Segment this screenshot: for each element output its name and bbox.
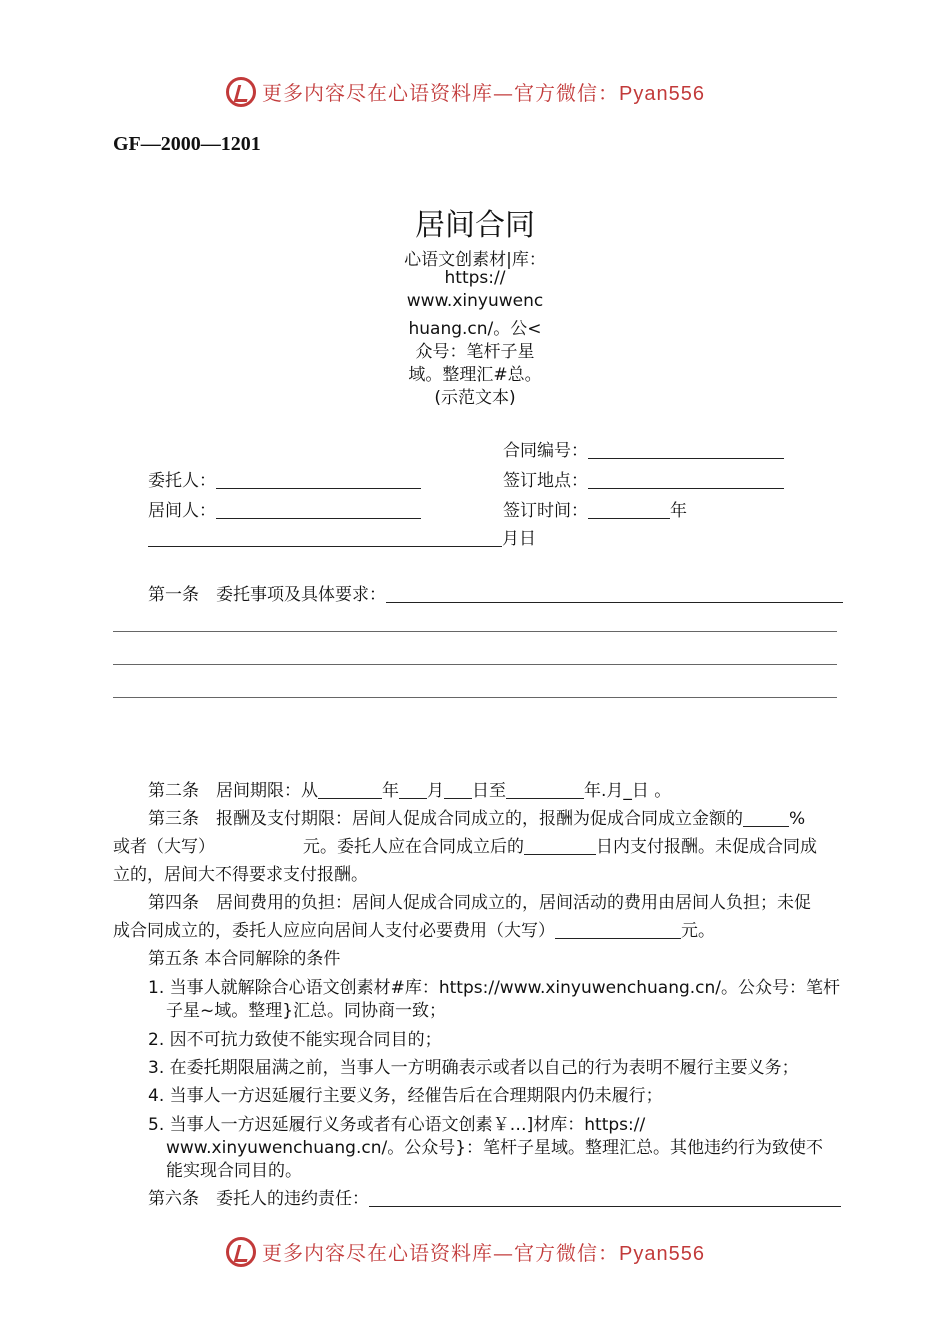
sign-time-field [503, 496, 687, 521]
article-1-blank [386, 584, 843, 603]
article-3-text: 报酬及支付期限：居间人促成合同成立的，报酬为促成合同成立金额的 [216, 809, 743, 829]
article-2-month: 月 [427, 781, 444, 801]
month-day-field [148, 524, 536, 549]
blank [524, 836, 596, 855]
subtitle-line: 域。整理汇#总。 [408, 365, 542, 385]
subtitle-line: 心语文创素材|库： [404, 250, 546, 270]
article-1-text: 委托事项及具体要求： [216, 585, 386, 605]
brand-logo-icon [226, 1237, 256, 1267]
list-item: 能实现合同目的。 [166, 1161, 302, 1181]
list-item: 1. 当事人就解除合心语文创素材#库：https://www.xinyuwenchuang.cn/。公众号：笔杆 [148, 978, 841, 998]
broker-label: 居间人： [148, 501, 216, 521]
watermark-text: 更多内容尽在心语资料库—官方微信： [262, 81, 619, 105]
blank [444, 780, 472, 799]
list-item: 子星~域。整理}汇总。同协商一致； [166, 1001, 447, 1021]
blank [555, 920, 681, 939]
article-5-title: 第五条 本合同解除的条件 [148, 949, 341, 969]
article-6 [148, 1184, 841, 1209]
article-2 [148, 776, 671, 801]
article-6-label: 第六条 [148, 1189, 199, 1209]
article-1 [148, 580, 843, 605]
article-3-text: 日内支付报酬。未促成合同成 [596, 837, 817, 857]
brand-logo-icon [226, 77, 256, 107]
article-6-blank [369, 1188, 841, 1207]
watermark-wechat: Pyan556 [619, 83, 705, 105]
contract-no-label: 合同编号： [503, 441, 588, 461]
watermark-wechat: Pyan556 [619, 1243, 705, 1265]
watermark-top [226, 77, 705, 107]
article-2-end: 年.月_日 。 [584, 781, 672, 801]
blank-line [113, 664, 837, 665]
article-2-day-to: 日至 [472, 781, 506, 801]
article-3-line-1 [148, 804, 805, 829]
article-3-line-3: 立的，居间大不得要求支付报酬。 [113, 865, 368, 885]
month-day-blank [148, 528, 502, 547]
year-label: 年 [670, 501, 687, 521]
subtitle-line: www.xinyuwenc [406, 291, 544, 311]
watermark-text: 更多内容尽在心语资料库—官方微信： [262, 1241, 619, 1265]
article-2-year: 年 [382, 781, 399, 801]
article-4-text: 成合同成立的，委托人应应向居间人支付必要费用（大写） [113, 921, 555, 941]
sign-place-label: 签订地点： [503, 471, 588, 491]
subtitle-line: https:// [444, 268, 506, 288]
contract-no-field [503, 436, 784, 461]
broker-blank [216, 500, 421, 519]
blank [506, 780, 584, 799]
subtitle-line: 众号：笔杆子星 [415, 342, 535, 362]
month-day-label: 月日 [502, 529, 536, 549]
sign-time-blank [588, 500, 670, 519]
list-item: 3. 在委托期限届满之前，当事人一方明确表示或者以自己的行为表明不履行主要义务； [148, 1058, 799, 1078]
sign-place-field [503, 466, 784, 491]
article-2-label: 第二条 [148, 781, 199, 801]
article-6-text: 委托人的违约责任： [216, 1189, 369, 1209]
article-4-line-2 [113, 916, 715, 941]
broker-field [148, 496, 421, 521]
article-3-text: 元。委托人应在合同成立后的 [303, 837, 524, 857]
page-title: 居间合同 [415, 208, 535, 243]
client-label: 委托人： [148, 471, 216, 491]
blank-line [113, 697, 837, 698]
percent-sign: % [789, 809, 806, 829]
article-3-text: 或者（大写） [113, 837, 215, 857]
sign-time-label: 签订时间： [503, 501, 588, 521]
article-3-line-2 [113, 832, 817, 857]
blank [318, 780, 382, 799]
article-1-label: 第一条 [148, 585, 199, 605]
watermark-bottom [226, 1237, 705, 1267]
article-4-text: 元。 [681, 921, 715, 941]
blank [399, 780, 427, 799]
list-item: 2. 因不可抗力致使不能实现合同目的； [148, 1030, 442, 1050]
client-blank [216, 470, 421, 489]
blank [743, 808, 789, 827]
article-3-label: 第三条 [148, 809, 199, 829]
article-2-text: 居间期限：从 [216, 781, 318, 801]
subtitle-line: (示范文本) [434, 388, 516, 408]
list-item: 5. 当事人一方迟延履行义务或者有心语文创素￥…]材库：https:// [148, 1115, 646, 1135]
subtitle-line: huang.cn/。公< [408, 319, 542, 339]
list-item: www.xinyuwenchuang.cn/。公众号}：笔杆子星域。整理汇总。其他违约行为致使不 [166, 1138, 824, 1158]
doc-code: GF—2000—1201 [113, 133, 261, 155]
blank-line [113, 631, 837, 632]
list-item: 4. 当事人一方迟延履行主要义务，经催告后在合理期限内仍未履行； [148, 1086, 663, 1106]
article-4-line-1: 第四条 居间费用的负担：居间人促成合同成立的，居间活动的费用由居间人负担；未促 [148, 893, 811, 913]
client-field [148, 466, 421, 491]
contract-no-blank [588, 440, 784, 459]
sign-place-blank [588, 470, 784, 489]
